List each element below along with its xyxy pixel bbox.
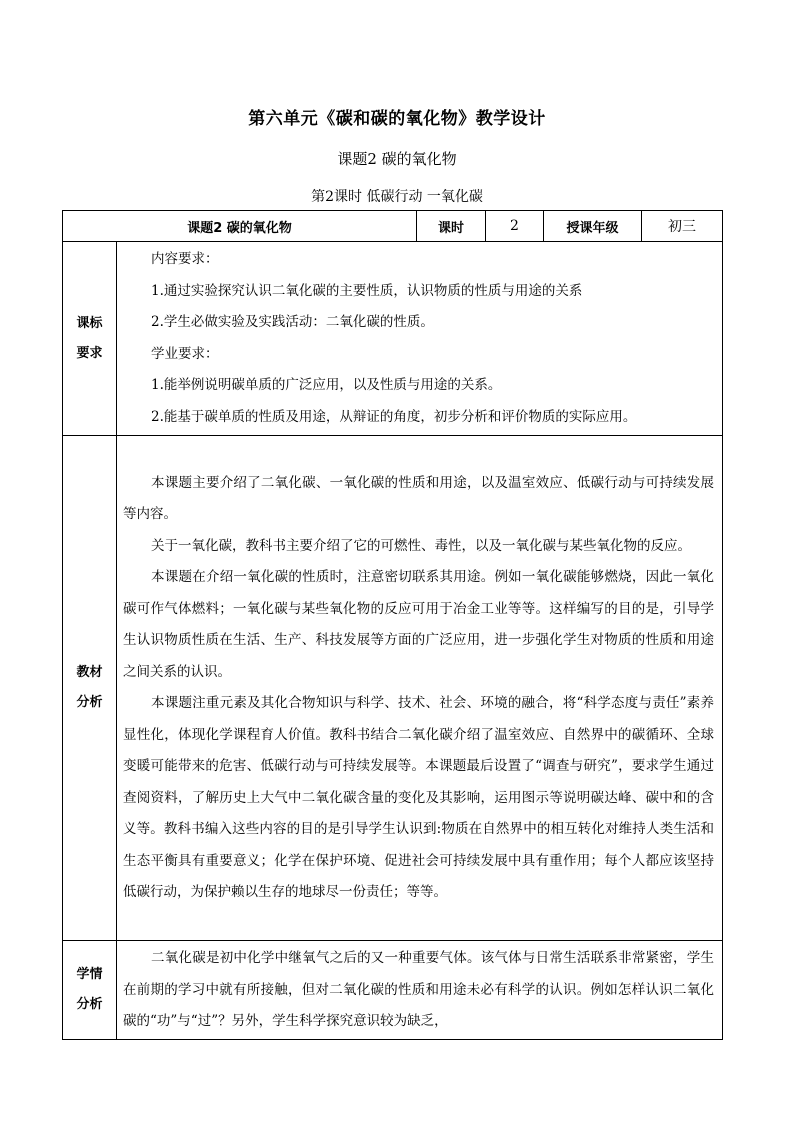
student-analysis-content xyxy=(117,941,723,1040)
curriculum-line: 1.通过实验探究认识二氧化碳的主要性质，认识物质的性质与用途的关系 xyxy=(151,282,583,299)
student-analysis-label-line1: 学情 xyxy=(76,967,103,982)
student-analysis-label xyxy=(63,941,117,1040)
curriculum-row xyxy=(63,242,723,436)
period-label-cell: 课时 xyxy=(417,211,486,242)
grade-label-cell: 授课年级 xyxy=(544,211,642,242)
period-value-cell: 2 xyxy=(486,211,544,242)
textbook-analysis-row xyxy=(63,436,723,941)
textbook-analysis-label-line1: 教材 xyxy=(76,665,103,680)
curriculum-content xyxy=(117,242,723,436)
student-paragraph: 二氧化碳是初中化学中继氧气之后的又一种重要气体。该气体与日常生活联系非常紧密，学生在前期的学习中就有所接触，但对二氧化碳的性质和用途未必有科学的认识。例如怎样认识二氧化碳的“功”与“过”？另外，学生科学探究意识较为缺乏， xyxy=(123,950,715,1029)
analysis-paragraph: 本课题在介绍一氧化碳的性质时，注意密切联系其用途。例如一氧化碳能够燃烧，因此一氧化碳可作气体燃料；一氧化碳与某些氧化物的反应可用于冶金工业等等。这样编写的目的是，引导学生认识物质性质在生活、生产、科技发展等方面的广泛应用，进一步强化学生对物质的性质和用途之间关系的认识。 xyxy=(123,569,715,680)
curriculum-line: 内容要求： xyxy=(151,251,219,267)
topic-subtitle: 课题2 碳的氧化物 xyxy=(337,150,457,168)
lesson-subtitle: 第2课时 低碳行动 一氧化碳 xyxy=(311,189,483,205)
table-header-row xyxy=(63,211,723,242)
curriculum-line: 2.学生必做实验及实践活动：二氧化碳的性质。 xyxy=(151,314,434,330)
analysis-paragraph: 关于一氧化碳，教科书主要介绍了它的可燃性、毒性，以及一氧化碳与某些氧化物的反应。 xyxy=(151,537,691,554)
textbook-analysis-content xyxy=(117,436,723,941)
grade-value-cell: 初三 xyxy=(642,211,723,242)
textbook-analysis-label xyxy=(63,436,117,941)
curriculum-line: 1.能举例说明碳单质的广泛应用，以及性质与用途的关系。 xyxy=(151,377,502,393)
student-analysis-label-line2: 分析 xyxy=(76,997,103,1012)
curriculum-line: 2.能基于碳单质的性质及用途，从辩证的角度，初步分析和评价物质的实际应用。 xyxy=(151,408,637,425)
document-title: 第六单元《碳和碳的氧化物》教学设计 xyxy=(248,109,546,129)
lesson-plan-table xyxy=(62,210,723,1040)
curriculum-label-line1: 课标 xyxy=(76,315,103,331)
analysis-paragraph: 本课题主要介绍了二氧化碳、一氧化碳的性质和用途，以及温室效应、低碳行动与可持续发展等内容。 xyxy=(123,474,715,522)
curriculum-line: 学业要求： xyxy=(151,345,219,362)
student-analysis-row xyxy=(63,941,723,1040)
student-analysis-clip xyxy=(123,943,714,1037)
curriculum-label xyxy=(63,242,117,436)
course-title-cell: 课题2 碳的氧化物 xyxy=(63,211,417,242)
textbook-analysis-label-line2: 分析 xyxy=(76,695,103,710)
curriculum-label-line2: 要求 xyxy=(76,345,103,361)
analysis-paragraph: 本课题注重元素及其化合物知识与科学、技术、社会、环境的融合，将“科学态度与责任”素养显性化，体现化学课程育人价值。教科书结合二氧化碳介绍了温室效应、自然界中的碳循环、全球变暖可能带来的危害、低碳行动与可持续发展等。本课题最后设置了“调查与研究”，要求学生通过查阅资料，了解历史上大气中二氧化碳含量的变化及其影响，运用图示等说明碳达峰、碳中和的含义等。教科书编入这些内容的目的是引导学生认识到:物质在自然界中的相互转化对维持人类生活和生态平衡具有重要意义；化学在保护环境、促进社会可持续发展中具有重作用；每个人都应该坚持低碳行动，为保护赖以生存的地球尽一份责任；等等。 xyxy=(123,695,715,900)
